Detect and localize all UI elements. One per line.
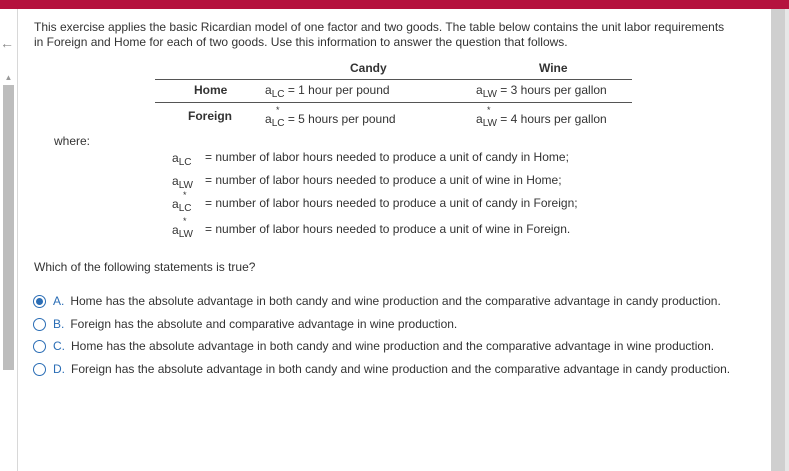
- def-text-home-candy: = number of labor hours needed to produce a unit of candy in Home;: [205, 150, 569, 164]
- symbol-alw-star: a * $_{LW}$: [476, 105, 497, 129]
- symbol-alc-star: a * $_{LC}$: [265, 105, 285, 129]
- table-row-label-home: Home: [194, 83, 228, 97]
- scroll-up-arrow-icon[interactable]: ▲: [4, 73, 13, 82]
- option-letter: A.: [53, 294, 65, 308]
- option-text: Foreign has the absolute and comparative advantage in wine production.: [70, 317, 458, 331]
- cell-home-candy: $a_{LC} = 1$ hour per pound: [265, 83, 390, 100]
- question-text: Which of the following statements is true?: [34, 260, 256, 274]
- table-header-candy: Candy: [350, 61, 387, 75]
- def-symbol-alw: $a_{LW}$: [172, 174, 193, 191]
- cell-foreign-candy: a * $_{LC}$ = 5 hours per pound: [265, 105, 396, 129]
- table-row-label-foreign: Foreign: [188, 109, 232, 123]
- option-letter: D.: [53, 362, 65, 376]
- where-label: where:: [54, 134, 91, 148]
- def-text-foreign-wine: = number of labor hours needed to produce a unit of wine in Foreign.: [205, 222, 571, 236]
- radio-option-c[interactable]: [33, 340, 46, 353]
- collapse-arrow-icon[interactable]: ←: [0, 35, 14, 51]
- option-letter: B.: [53, 317, 65, 331]
- def-text-foreign-candy: = number of labor hours needed to produce a unit of candy in Foreign;: [205, 196, 578, 210]
- option-text: Home has the absolute advantage in both candy and wine production and the comparative advantage in wine production.: [71, 339, 715, 353]
- symbol-alc: $a_{LC}$: [265, 83, 285, 100]
- left-scrollbar-thumb[interactable]: [3, 85, 14, 370]
- def-symbol-alw-star: a * $_{LW}$: [172, 216, 193, 240]
- option-a[interactable]: [33, 293, 721, 309]
- table-rule-top: [155, 79, 632, 80]
- option-b[interactable]: [33, 316, 457, 332]
- option-letter: C.: [53, 339, 65, 353]
- radio-option-d[interactable]: [33, 363, 46, 376]
- right-scrollbar-edge: [785, 9, 789, 471]
- def-symbol-alc: $a_{LC}$: [172, 151, 192, 168]
- table-header-wine: Wine: [539, 61, 568, 75]
- def-text-home-wine: = number of labor hours needed to produce a unit of wine in Home;: [205, 173, 562, 187]
- option-text: Foreign has the absolute advantage in both candy and wine production and the comparative advantage in candy production.: [71, 362, 731, 376]
- cell-home-wine: $a_{LW} = 3$ hours per gallon: [476, 83, 607, 100]
- top-banner: [0, 0, 789, 9]
- option-c[interactable]: [33, 338, 714, 354]
- radio-option-a[interactable]: [33, 295, 46, 308]
- symbol-alw: $a_{LW}$: [476, 83, 497, 100]
- exercise-intro: This exercise applies the basic Ricardian model of one factor and two goods. The table below contains the unit labor requirements in Foreign and Home for each of two goods. Use this information to answer the question that follows.: [34, 20, 725, 49]
- def-symbol-alc-star: a * $_{LC}$: [172, 190, 192, 214]
- option-text: Home has the absolute advantage in both candy and wine production and the comparative advantage in candy production.: [70, 294, 721, 308]
- cell-foreign-wine: a * $_{LW}$ = 4 hours per gallon: [476, 105, 607, 129]
- table-rule-middle: [155, 102, 632, 103]
- radio-option-b[interactable]: [33, 318, 46, 331]
- option-d[interactable]: [33, 361, 730, 377]
